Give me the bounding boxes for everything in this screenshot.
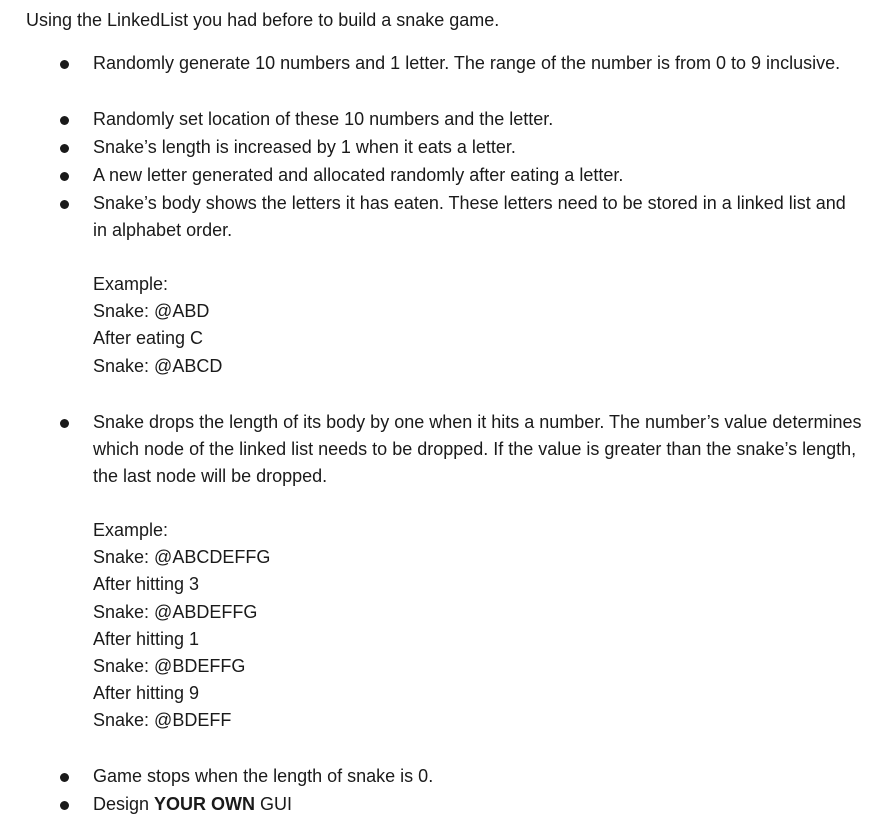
intro-paragraph: Using the LinkedList you had before to build a snake game. — [26, 10, 500, 30]
bullet-icon — [60, 60, 69, 69]
list-item-text: Game stops when the length of snake is 0. — [93, 766, 434, 786]
example-line: Snake: @ABCD — [93, 355, 223, 376]
list-item — [93, 162, 863, 189]
example-line: Example: — [93, 520, 169, 540]
bullet-icon — [60, 801, 69, 810]
example-line: Snake: @BDEFFG — [93, 655, 246, 676]
list-item-text: Snake’s length is increased by 1 when it eats a letter. — [93, 137, 516, 157]
list-item — [93, 763, 863, 790]
example-line: Snake: @ABCDEFFG — [93, 547, 271, 568]
bullet-icon — [60, 116, 69, 125]
design-emphasis: YOUR OWN — [154, 794, 256, 814]
list-item-text: Snake’s body shows the letters it has eaten. These letters need to be stored in a linked list and in alphabet order. — [93, 193, 846, 240]
bullet-icon — [60, 144, 69, 153]
list-item — [93, 791, 863, 818]
example-block-numbers — [93, 517, 270, 735]
list-item — [93, 50, 863, 77]
design-suffix: GUI — [255, 794, 293, 814]
design-prefix: Design — [93, 794, 155, 814]
list-item-text — [93, 794, 292, 814]
list-item-text: Randomly set location of these 10 numbers and the letter. — [93, 109, 554, 129]
list-item — [93, 190, 863, 244]
list-item-text: Snake drops the length of its body by one when it hits a number. The number’s value determines which node of the linked list needs to be dropped. If the value is greater than the snake’s length, the last node will be dropped. — [93, 412, 862, 486]
bullet-icon — [60, 419, 69, 428]
example-line: After eating C — [93, 328, 204, 349]
example-line: After hitting 9 — [93, 683, 200, 704]
example-line: Snake: @ABD — [93, 301, 210, 322]
list-item — [93, 409, 863, 490]
list-item — [93, 134, 863, 161]
example-line: Snake: @ABDEFFG — [93, 601, 258, 622]
bullet-icon — [60, 172, 69, 181]
list-item — [93, 106, 863, 133]
list-item-text: Randomly generate 10 numbers and 1 letter. The range of the number is from 0 to 9 inclusive. — [93, 53, 841, 73]
example-line: After hitting 3 — [93, 574, 200, 595]
bullet-icon — [60, 773, 69, 782]
bullet-icon — [60, 200, 69, 209]
list-item-text: A new letter generated and allocated randomly after eating a letter. — [93, 165, 624, 185]
example-line: Snake: @BDEFF — [93, 710, 232, 731]
example-line: Example: — [93, 274, 169, 294]
example-block-letters — [93, 271, 222, 380]
example-line: After hitting 1 — [93, 628, 200, 649]
